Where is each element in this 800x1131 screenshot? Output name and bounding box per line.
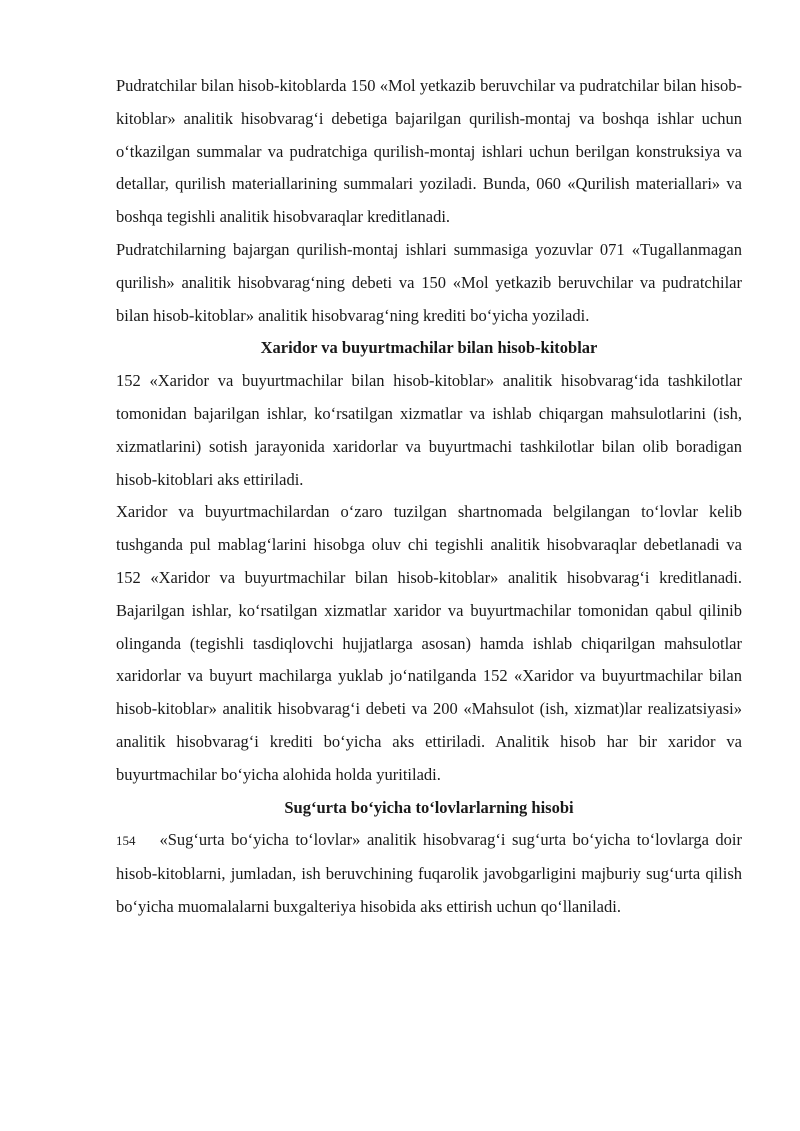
paragraph-account-154-text: «Sug‘urta bo‘yicha to‘lovlar» analitik hisobvarag‘i sug‘urta bo‘yicha to‘lovlarga doir hisob-kitoblarni, jumladan, ish beruvchining fuqarolik javobgarligini majburiy sug‘urta qilish bo‘yicha muomalalarni buxgalteriya hisobida aks ettirish uchun qo‘llaniladi. xyxy=(116,830,742,916)
paragraph-contractor-settlements: Pudratchilar bilan hisob-kitoblarda 150 «Mol yetkazib beruvchilar va pudratchilar bilan hisob-kitoblar» analitik hisobvarag‘i debetiga bajarilgan qurilish-montaj va boshqa ishlar uchun o‘tkazilgan summalar va pudratchiga qurilish-montaj ishlari uchun berilgan konstruksiya va detallar, qurilish materiallarining summalari yoziladi. Bunda, 060 «Qurilish materiallari» va boshqa tegishli analitik hisobvaraqlar kreditlanadi. xyxy=(116,76,742,227)
paragraph-account-152: 152 «Xaridor va buyurtmachilar bilan hisob-kitoblar» analitik hisobvarag‘ida tashkilotlar tomonidan bajarilgan ishlar, ko‘rsatilgan xizmatlar va ishlab chiqargan mahsulotlarini (ish, xizmatlarini) sotish jarayonida xaridorlar va buyurtmachi tashkilotlar bilan olib boradigan hisob-kitoblari aks ettiriladi. xyxy=(116,371,742,489)
document-page xyxy=(116,70,742,924)
section-heading-insurance: Sug‘urta bo‘yicha to‘lovlarlarning hisobi xyxy=(284,797,574,817)
paragraph-contractor-work-entries: Pudratchilarning bajargan qurilish-montaj ishlari summasiga yozuvlar 071 «Tugallanmagan qurilish» analitik hisobvarag‘ning debeti va 150 «Mol yetkazib beruvchilar va pudratchilar bilan hisob-kitoblar» analitik hisobvarag‘ning krediti bo‘yicha yoziladi. xyxy=(116,239,742,325)
section-heading-customers: Xaridor va buyurtmachilar bilan hisob-kitoblar xyxy=(260,338,598,358)
paragraph-account-154 xyxy=(116,824,742,923)
account-number-154: 154 xyxy=(116,833,136,849)
paragraph-customer-payments: Xaridor va buyurtmachilardan o‘zaro tuzilgan shartnomada belgilangan to‘lovlar kelib tushganda pul mablag‘larini hisobga oluv chi tegishli analitik hisobvaraqlar debetlanadi va 152 «Xaridor va buyurtmachilar bilan hisob-kitoblar» analitik hisobvarag‘i kreditlanadi. Bajarilgan ishlar, ko‘rsatilgan xizmatlar xaridor va buyurtmachilar tomonidan qabul qilinib olinganda (tegishli tasdiqlovchi hujjatlarga asosan) hamda ishlab chiqarilgan mahsulotlar xaridorlar va buyurt machilarga yuklab jo‘natilganda 152 «Xaridor va buyurtmachilar bilan hisob-kitoblar» analitik hisobvarag‘i debeti va 200 «Mahsulot (ish, xizmat)lar realizatsiyasi» analitik hisobvarag‘i krediti bo‘yicha aks ettiriladi. Analitik hisob har bir xaridor va buyurtmachilar bo‘yicha alohida holda yuritiladi. xyxy=(116,502,742,784)
